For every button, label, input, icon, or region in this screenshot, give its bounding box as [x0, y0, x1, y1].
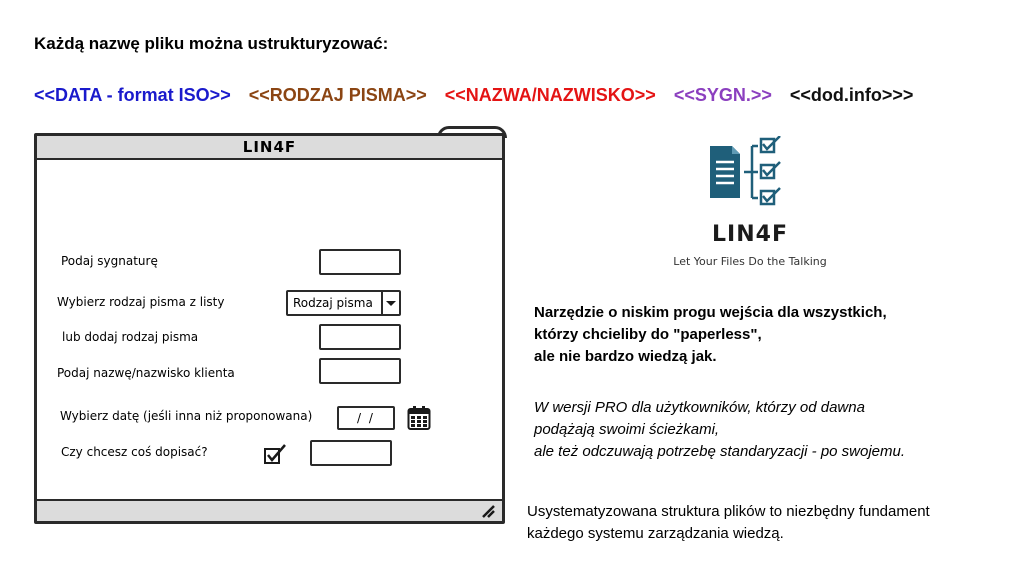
- app-window-mockup: [34, 133, 505, 524]
- pattern-date: <<DATA - format ISO>>: [34, 85, 231, 105]
- pro-version-text: [534, 397, 905, 463]
- add-doc-type-input[interactable]: [319, 324, 401, 350]
- filename-pattern: [34, 85, 931, 106]
- resize-grip-icon[interactable]: [480, 503, 496, 519]
- doc-type-select[interactable]: [286, 290, 401, 316]
- italic-line: ale też odczuwają potrzebę standaryzacji - po swojemu.: [534, 443, 906, 460]
- extra-info-input[interactable]: [310, 440, 392, 466]
- signature-label: Podaj sygnaturę: [61, 254, 158, 268]
- bold-line: którzy chcieliby do "paperless",: [534, 326, 762, 343]
- chevron-down-icon[interactable]: [381, 292, 399, 314]
- document-checklist-logo-icon: [706, 136, 796, 214]
- signature-input[interactable]: [319, 249, 401, 275]
- pattern-doc-type: <<RODZAJ PISMA>>: [248, 85, 427, 105]
- extra-info-label: Czy chcesz coś dopisać?: [61, 445, 208, 459]
- window-title: LIN4F: [37, 136, 502, 160]
- conclusion-line: każdego systemu zarządzania wiedzą.: [527, 525, 784, 542]
- pattern-name: <<NAZWA/NAZWISKO>>: [444, 85, 656, 105]
- doc-type-select-value: Rodzaj pisma: [293, 296, 373, 310]
- italic-line: podążają swoimi ścieżkami,: [534, 421, 720, 438]
- window-statusbar: [37, 499, 502, 521]
- pattern-extra-info: <<dod.info>>>: [789, 85, 914, 105]
- conclusion-text: [527, 501, 930, 545]
- pattern-signature: <<SYGN.>>: [673, 85, 772, 105]
- calendar-icon[interactable]: [407, 405, 431, 436]
- logo-name: LIN4F: [712, 222, 788, 247]
- conclusion-line: Usystematyzowana struktura plików to niezbędny fundament: [527, 503, 930, 520]
- slide-heading: Każdą nazwę pliku można ustrukturyzować:: [34, 34, 389, 53]
- bold-line: Narzędzie o niskim progu wejścia dla wszystkich,: [534, 304, 887, 321]
- logo-tagline: Let Your Files Do the Talking: [673, 255, 827, 268]
- client-label: Podaj nazwę/nazwisko klienta: [57, 366, 235, 380]
- bold-line: ale nie bardzo wiedzą jak.: [534, 348, 717, 365]
- checkbox-checked-icon[interactable]: [263, 443, 289, 470]
- client-name-input[interactable]: [319, 358, 401, 384]
- doc-type-label: Wybierz rodzaj pisma z listy: [57, 295, 225, 309]
- intro-bold-text: [534, 302, 887, 368]
- italic-line: W wersji PRO dla użytkowników, którzy od dawna: [534, 399, 865, 416]
- date-label: Wybierz datę (jeśli inna niż proponowana): [60, 409, 313, 423]
- date-input[interactable]: / /: [337, 406, 395, 430]
- add-doc-type-label: lub dodaj rodzaj pisma: [62, 330, 199, 344]
